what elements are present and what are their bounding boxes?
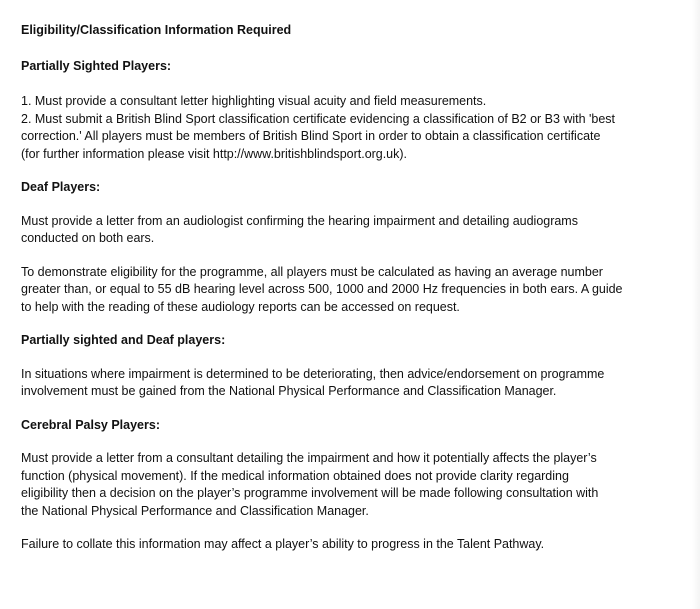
paragraph-failure-to-collate [21, 536, 690, 554]
text-line: Must provide a letter from a consultant detailing the impairment and how it potentially affects the player’s [21, 451, 597, 465]
text-line: correction.' All players must be members of British Blind Sport in order to obtain a classification certificate [21, 129, 601, 143]
text-line: eligibility then a decision on the player’s programme involvement will be made following consultation with [21, 486, 599, 500]
text-line: function (physical movement). If the medical information obtained does not provide clarity regarding [21, 468, 569, 483]
text-line: greater than, or equal to 55 dB hearing level across 500, 1000 and 2000 Hz frequencies in both ears. A guide [21, 282, 623, 296]
text-line: to help with the reading of these audiology reports can be accessed on request. [21, 299, 460, 314]
text-line: conducted on both ears. [21, 231, 155, 245]
text-line: Failure to collate this information may affect a player’s ability to progress in the Talent Pathway. [21, 537, 545, 551]
paragraph-deaf-eligibility [21, 264, 690, 317]
section-heading-cerebral-palsy: Cerebral Palsy Players: [21, 417, 160, 432]
text-line: 2. Must submit a British Blind Sport classification certificate evidencing a classification of B2 or B3 with 'best [21, 111, 616, 126]
section-heading-deaf: Deaf Players: [21, 180, 101, 194]
paragraph-deaf-letter [21, 213, 690, 248]
section-heading-partially-sighted-and-deaf: Partially sighted and Deaf players: [21, 333, 226, 347]
paragraph-deteriorating-impairment [21, 366, 690, 401]
text-line: Must provide a letter from an audiologist confirming the hearing impairment and detailing audiograms [21, 213, 578, 228]
text-line: 1. Must provide a consultant letter highlighting visual acuity and field measurements. [21, 94, 487, 108]
page-edge-shadow [692, 0, 700, 609]
section-heading-partially-sighted: Partially Sighted Players: [21, 58, 172, 73]
document-title: Eligibility/Classification Information Required [21, 23, 292, 37]
text-line: In situations where impairment is determined to be deteriorating, then advice/endorsement on programme [21, 366, 605, 381]
text-line: (for further information please visit http://www.britishblindsport.org.uk). [21, 146, 407, 161]
text-line: To demonstrate eligibility for the programme, all players must be calculated as having an average number [21, 264, 603, 279]
paragraph-cerebral-palsy-letter [21, 450, 690, 520]
text-line: the National Physical Performance and Classification Manager. [21, 503, 369, 518]
paragraph-partially-sighted-requirements [21, 93, 690, 163]
text-line: involvement must be gained from the National Physical Performance and Classification Manager. [21, 384, 557, 398]
